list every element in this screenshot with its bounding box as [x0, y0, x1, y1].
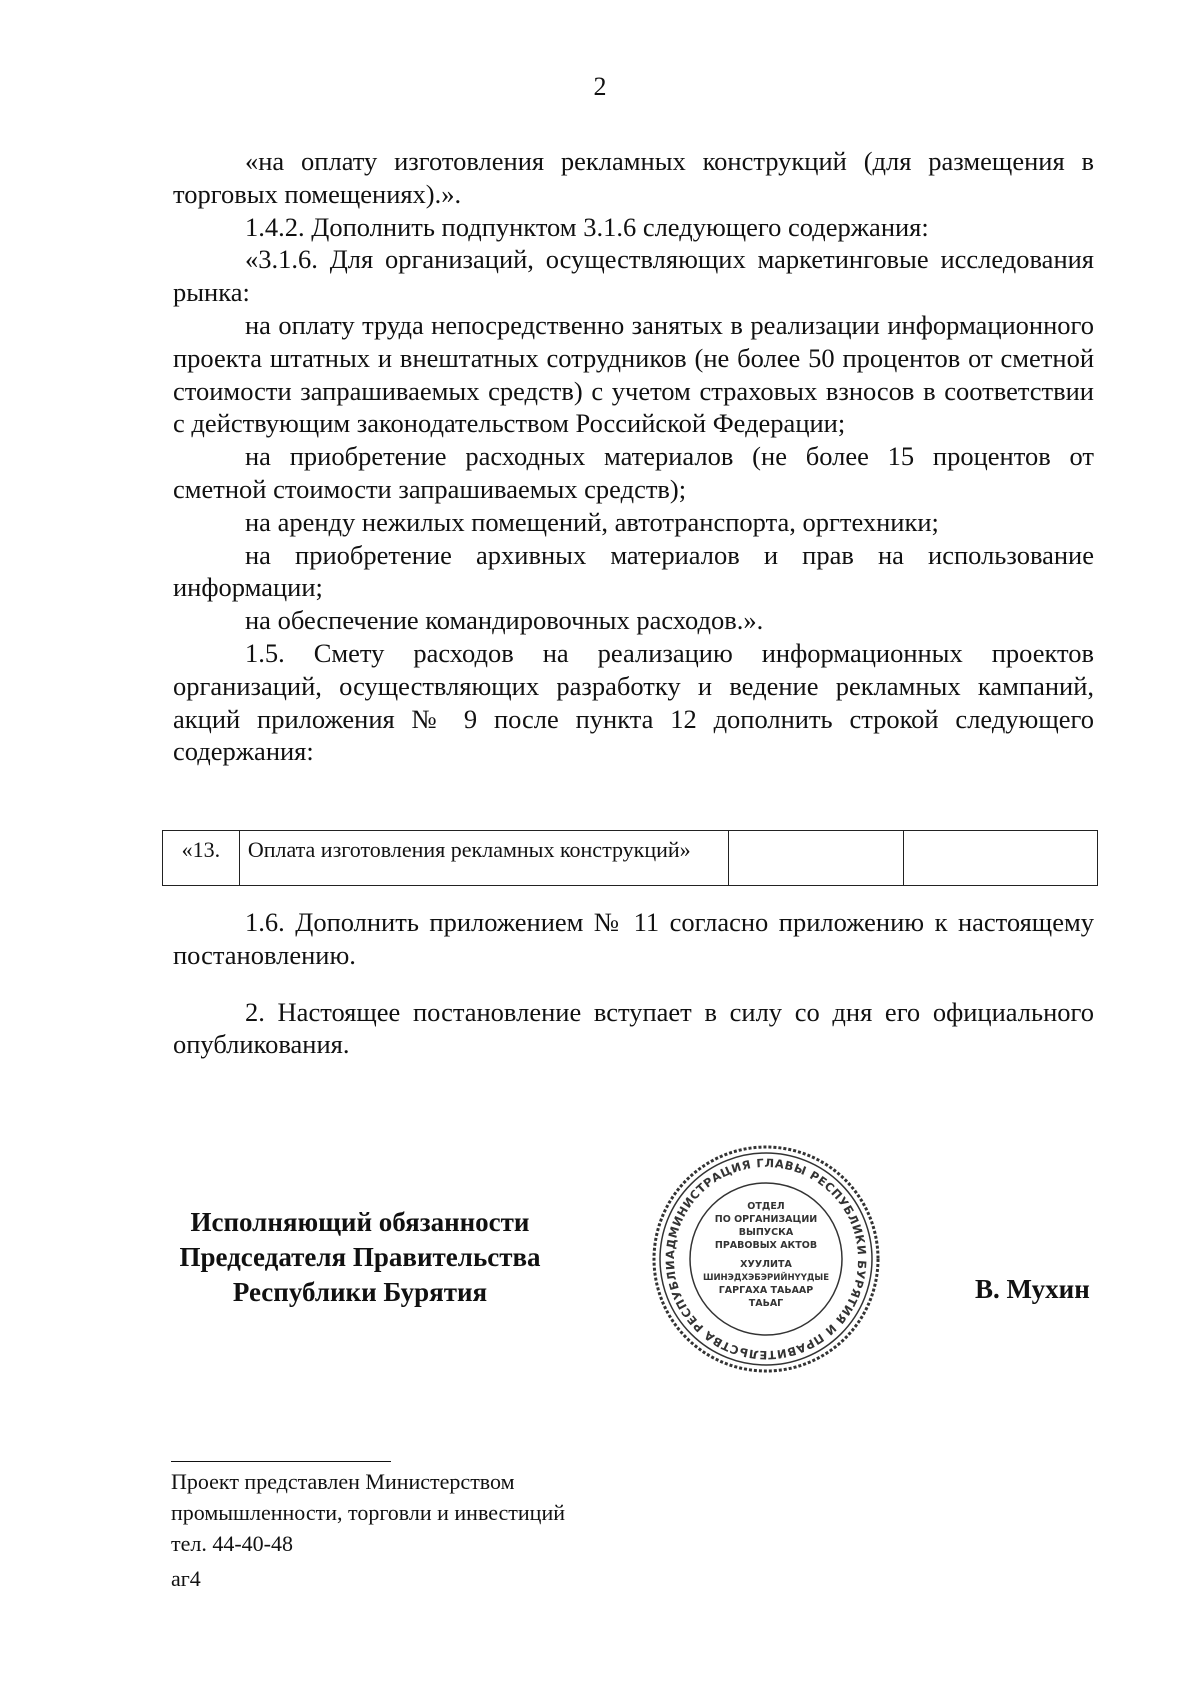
row-empty-cell: [728, 831, 903, 886]
document-body-continued: [173, 906, 1094, 1061]
signature-line: Исполняющий обязанности: [190, 1207, 530, 1237]
signature-title: [150, 1205, 570, 1310]
signatory-name: В. Мухин: [975, 1274, 1090, 1304]
seal-center-line: ОТДЕЛ: [747, 1201, 785, 1212]
footnote-line: промышленности, торговли и инвестиций: [171, 1500, 566, 1525]
svg-text:АДМИНИСТРАЦИЯ ГЛАВЫ РЕСПУБЛИКИ: [650, 1143, 869, 1362]
paragraph-1-5: 1.5. Смету расходов на реализацию информационных проектов организаций, осуществляющих разработку и ведение рекламных кампаний, акций приложения № 9 после пункта 12 дополнить строкой следующего содержания:: [173, 637, 1094, 767]
document-code: аг4: [171, 1566, 201, 1591]
signature-line: Председателя Правительства: [179, 1242, 541, 1272]
seal-center-line: ГАРГАХА ТАЬААР: [718, 1285, 814, 1296]
estimate-row-table: [162, 830, 1098, 886]
footnote: [171, 1466, 565, 1559]
row-number-cell: «13.: [163, 831, 240, 886]
paragraph-labor-payment: на оплату труда непосредственно занятых в реализации информационного проекта штатных и внештатных сотрудников (не более 50 процентов от сметной стоимости запрашиваемых средств) с учетом страховых взносов в соответствии с действующим законодательством Российской Федерации;: [173, 309, 1094, 439]
seal-center-line: ПРАВОВЫХ АКТОВ: [714, 1240, 818, 1251]
footnote-phone: тел. 44-40-48: [171, 1531, 294, 1556]
seal-center-line: ТАЬАГ: [748, 1298, 784, 1309]
paragraph-1-4-2: 1.4.2. Дополнить подпунктом 3.1.6 следующего содержания:: [245, 211, 929, 242]
footnote-divider: [171, 1461, 391, 1462]
paragraph-3-1-6: «3.1.6. Для организаций, осуществляющих маркетинговые исследования рынка:: [173, 244, 1094, 308]
table-row: [163, 831, 1098, 886]
page-number: 2: [593, 72, 607, 101]
seal-center-line: ВЫПУСКА: [738, 1227, 794, 1238]
seal-center-line: ПО ОРГАНИЗАЦИИ: [714, 1214, 818, 1225]
seal-center-line: ШИНЭДХЭБЭРИЙНҮҮДЫЕ: [702, 1273, 830, 1283]
footnote-line: Проект представлен Министерством: [171, 1469, 515, 1494]
paragraph-rent: на аренду нежилых помещений, автотранспорта, оргтехники;: [245, 506, 939, 537]
paragraph-1-6: 1.6. Дополнить приложением № 11 согласно приложению к настоящему постановлению.: [173, 907, 1094, 970]
row-empty-cell: [904, 831, 1098, 886]
official-seal: [650, 1143, 882, 1375]
paragraph-2: 2. Настоящее постановление вступает в силу со дня его официального опубликования.: [173, 996, 1094, 1060]
row-name-cell: Оплата изготовления рекламных конструкций»: [239, 831, 728, 886]
paragraph-archive: на приобретение архивных материалов и прав на использование информации;: [173, 539, 1094, 603]
paragraph-travel: на обеспечение командировочных расходов.».: [245, 605, 764, 636]
signature-line: Республики Бурятия: [232, 1277, 488, 1307]
seal-outer-text: АДМИНИСТРАЦИЯ ГЛАВЫ РЕСПУБЛИКИ БУРЯТИЯ И ПРАВИТЕЛЬСТВА РЕСПУБЛИ: [662, 1155, 870, 1363]
seal-center-line: ХУУЛИТА: [740, 1259, 792, 1270]
paragraph-materials: на приобретение расходных материалов (не более 15 процентов от сметной стоимости запрашиваемых средств);: [173, 441, 1094, 504]
document-body: [173, 145, 1094, 768]
paragraph-quote-closing: «на оплату изготовления рекламных конструкций (для размещения в торговых помещениях).».: [173, 146, 1094, 209]
